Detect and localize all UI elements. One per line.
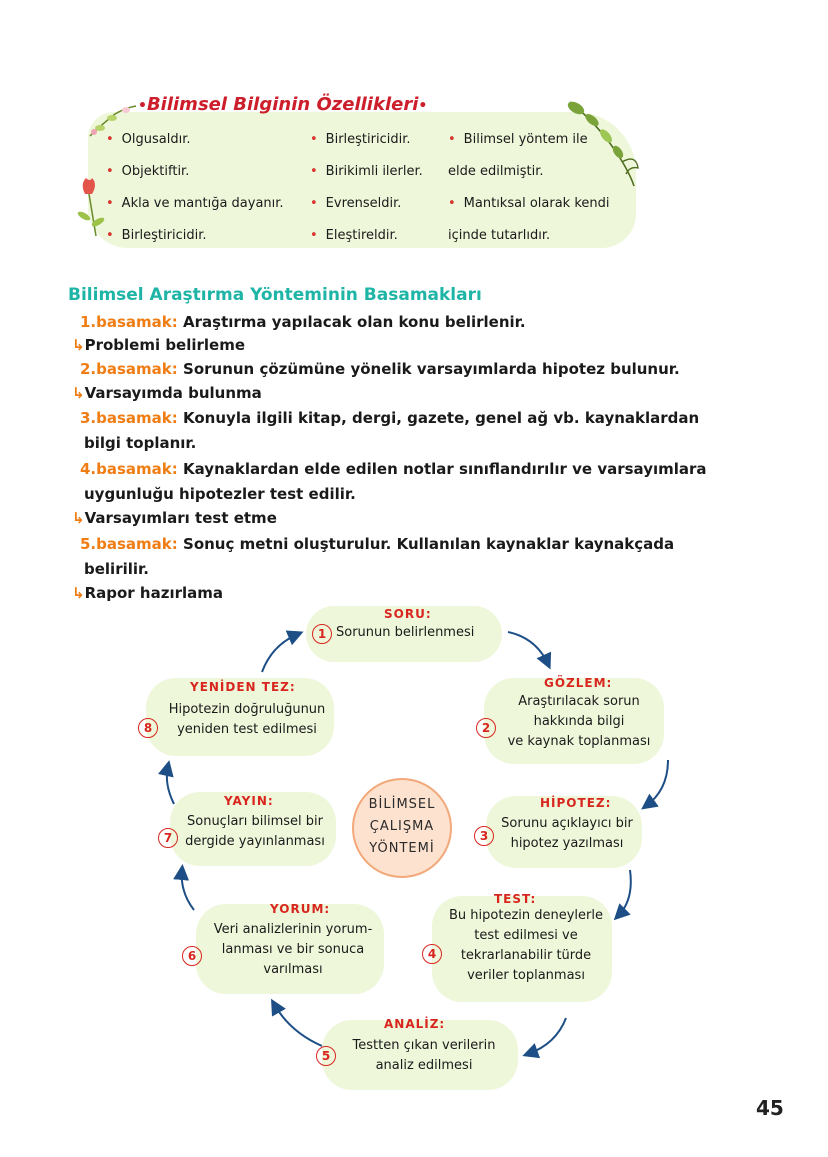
step-5-cont: belirilir. [84, 560, 149, 578]
curved-arrow-icon: ↳ [72, 509, 85, 527]
arrow-8-to-1 [262, 634, 298, 672]
property-item: • Birleştiricidir. [106, 228, 207, 243]
steps-title: Bilimsel Araştırma Yönteminin Basamakları [68, 285, 482, 305]
node-6-heading: YORUM: [270, 902, 331, 916]
node-2-heading: GÖZLEM: [544, 676, 613, 690]
properties-column-3 [448, 124, 609, 252]
node-1-heading: SORU: [384, 607, 432, 621]
property-item-cont: elde edilmiştir. [448, 164, 544, 179]
step-5: 5.basamak: Sonuç metni oluşturulur. Kullanılan kaynaklar kaynakçada [80, 535, 675, 553]
step-4-cont: uygunluğu hipotezler test edilir. [84, 485, 356, 503]
step-3-cont: bilgi toplanır. [84, 434, 197, 452]
step-number-2: 2 [476, 718, 496, 738]
step-number-8: 8 [138, 718, 158, 738]
arrow-1-to-2 [508, 632, 548, 664]
node-3-heading: HİPOTEZ: [540, 796, 612, 810]
step-1-result: ↳Problemi belirleme [72, 336, 246, 354]
step-5-result: ↳Rapor hazırlama [72, 584, 223, 602]
curved-arrow-icon: ↳ [72, 336, 85, 354]
page-number: 45 [756, 1096, 784, 1120]
property-item: • Mantıksal olarak kendi [448, 196, 610, 211]
node-2-text: Araştırılacak sorun hakkında bilgi ve kaynak toplanması [507, 694, 651, 749]
arrow-7-to-8 [167, 766, 174, 804]
center-line-1: BİLİMSEL [368, 797, 436, 812]
property-item-cont: içinde tutarlıdır. [448, 228, 551, 243]
node-4-heading: TEST: [494, 892, 537, 906]
step-1: 1.basamak: Araştırma yapılacak olan konu belirlenir. [80, 313, 526, 331]
step-number-3: 3 [474, 826, 494, 846]
arrow-6-to-7 [182, 870, 194, 910]
node-7-text: Sonuçları bilimsel bir dergide yayınlanması [185, 814, 325, 849]
properties-column-2 [310, 124, 423, 252]
curved-arrow-icon: ↳ [72, 584, 85, 602]
step-number-6: 6 [182, 946, 202, 966]
property-item: • Evrenseldir. [310, 196, 402, 211]
properties-column-1 [106, 124, 284, 252]
arrow-5-to-6 [274, 1004, 322, 1046]
node-6-text: Veri analizlerinin yorum- lanması ve bir sonuca varılması [213, 922, 373, 977]
properties-title: •Bilimsel Bilginin Özellikleri• [138, 94, 428, 115]
center-line-3: YÖNTEMİ [369, 841, 435, 856]
node-5-text: Testten çıkan verilerin analiz edilmesi [352, 1038, 496, 1073]
property-item: • Birikimli ilerler. [310, 164, 423, 179]
curved-arrow-icon: ↳ [72, 384, 85, 402]
step-number-7: 7 [158, 828, 178, 848]
property-item: • Objektiftir. [106, 164, 190, 179]
step-number-4: 4 [422, 944, 442, 964]
node-5-heading: ANALİZ: [384, 1017, 446, 1031]
property-item: • Birleştiricidir. [310, 132, 411, 147]
node-3-text: Sorunu açıklayıcı bir hipotez yazılması [501, 816, 633, 851]
step-number-1: 1 [312, 624, 332, 644]
step-number-5: 5 [316, 1046, 336, 1066]
property-item: • Bilimsel yöntem ile [448, 132, 588, 147]
node-1-text: Sorunun belirlenmesi [336, 625, 475, 640]
property-item: • Olgusaldır. [106, 132, 191, 147]
arrow-4-to-5 [528, 1018, 566, 1054]
node-8-text: Hipotezin doğruluğunun yeniden test edilmesi [168, 702, 326, 737]
property-item: • Akla ve mantığa dayanır. [106, 196, 284, 211]
arrow-3-to-4 [618, 870, 631, 916]
node-4-text: Bu hipotezin deneylerle test edilmesi ve tekrarlanabilir türde veriler toplanması [449, 908, 603, 983]
step-2: 2.basamak: Sorunun çözümüne yönelik varsayımlarda hipotez bulunur. [80, 360, 680, 378]
step-4: 4.basamak: Kaynaklardan elde edilen notlar sınıflandırılır ve varsayımlara [80, 460, 707, 478]
arrow-2-to-3 [646, 760, 668, 806]
step-3: 3.basamak: Konuyla ilgili kitap, dergi, gazete, genel ağ vb. kaynaklardan [80, 409, 700, 427]
node-7-heading: YAYIN: [224, 794, 274, 808]
property-item: • Eleştireldir. [310, 228, 398, 243]
step-4-result: ↳Varsayımları test etme [72, 509, 277, 527]
properties-title-text: Bilimsel Bilginin Özellikleri [146, 94, 419, 115]
cycle-center [352, 778, 452, 878]
node-8-heading: YENİDEN TEZ: [190, 680, 296, 694]
step-2-result: ↳Varsayımda bulunma [72, 384, 262, 402]
center-line-2: ÇALIŞMA [369, 819, 435, 834]
